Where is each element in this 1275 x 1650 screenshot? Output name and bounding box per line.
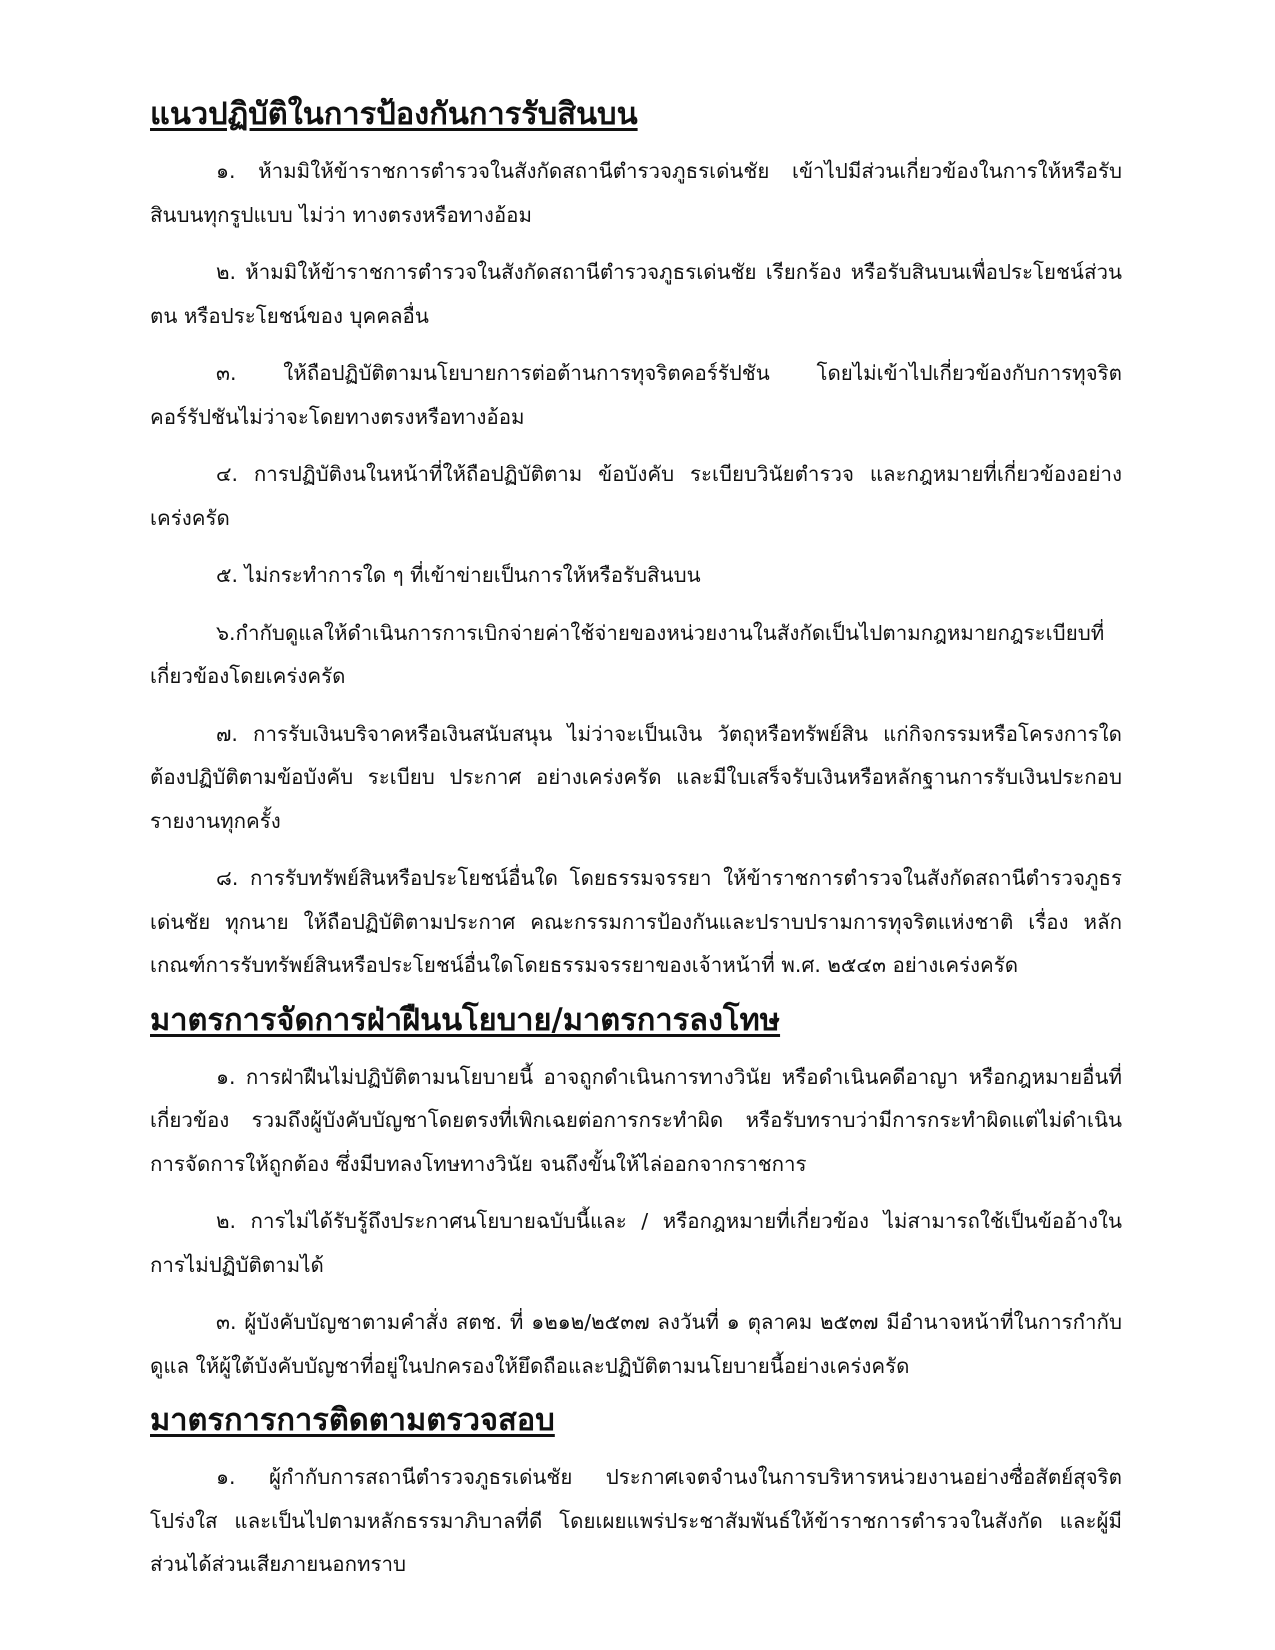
paragraph-item: ๑. ผู้กำกับการสถานีตำรวจภูธรเด่นชัย ประกาศเจตจำนงในการบริหารหน่วยงานอย่างซื่อสัตย์สุจริตโปร่งใส และเป็นไปตามหลักธรรมาภิบาลที่ดี โดยเผยแพร่ประชาสัมพันธ์ให้ข้าราชการตำรวจในสังกัด และผู้มีส่วนได้ส่วนเสียภายนอกทราบ [150,1465,1122,1576]
paragraph-item: ๒. การไม่ได้รับรู้ถึงประกาศนโยบายฉบับนี้และ / หรือกฎหมายที่เกี่ยวข้อง ไม่สามารถใช้เป็นข้ออ้างในการไม่ปฏิบัติตามได้ [150,1209,1122,1277]
paragraph-item: ๘. การรับทรัพย์สินหรือประโยชน์อื่นใด โดยธรรมจรรยา ให้ข้าราชการตำรวจในสังกัดสถานีตำรวจภูธรเด่นชัย ทุกนาย ให้ถือปฏิบัติตามประกาศ คณะกรรมการป้องกันและปราบปรามการทุจริตแห่งชาติ เรื่อง หลักเกณฑ์การรับทรัพย์สินหรือประโยชน์อื่นใดโดยธรรมจรรยาของเจ้าหน้าที่ พ.ศ. ๒๕๔๓ อย่างเคร่งครัด [150,866,1122,977]
paragraph-item: ๗. การรับเงินบริจาคหรือเงินสนับสนุน ไม่ว่าจะเป็นเงิน วัตถุหรือทรัพย์สิน แก่กิจกรรมหรือโครงการใดต้องปฏิบัติตามข้อบังคับ ระเบียบ ประกาศ อย่างเคร่งครัด และมีใบเสร็จรับเงินหรือหลักฐานการรับเงินประกอบรายงานทุกครั้ง [150,721,1122,833]
paragraph-item: ๓. ผู้บังคับบัญชาตามคำสั่ง สตช. ที่ ๑๒๑๒/๒๕๓๗ ลงวันที่ ๑ ตุลาคม ๒๕๓๗ มีอำนาจหน้าที่ในการกำกับ ดูแล ให้ผู้ใต้บังคับบัญชาที่อยู่ในปกครองให้ยึดถือและปฏิบัติตามนโยบายนี้อย่างเคร่งครัด [150,1310,1122,1378]
paragraph-item: ๓. ให้ถือปฏิบัติตามนโยบายการต่อต้านการทุจริตคอร์รัปชัน โดยไม่เข้าไปเกี่ยวข้องกับการทุจริต คอร์รัปชันไม่ว่าจะโดยทางตรงหรือทางอ้อม [150,361,1122,429]
section-heading-bribery-prevention: แนวปฏิบัติในการป้องกันการรับสินบน [150,96,638,132]
paragraph-item: ๒. ห้ามมิให้ข้าราชการตำรวจในสังกัดสถานีตำรวจภูธรเด่นชัย เรียกร้อง หรือรับสินบนเพื่อประโยชน์ส่วนตน หรือประโยชน์ของ บุคคลอื่น [150,260,1122,328]
section-heading-violation-measures: มาตรการจัดการฝ่าฝืนนโยบาย/มาตรการลงโทษ [150,1001,781,1038]
paragraph-item: ๑. การฝ่าฝืนไม่ปฏิบัติตามนโยบายนี้ อาจถูกดำเนินการทางวินัย หรือดำเนินคดีอาญา หรือกฎหมายอื่นที่เกี่ยวข้อง รวมถึงผู้บังคับบัญชาโดยตรงที่เพิกเฉยต่อการกระทำผิด หรือรับทราบว่ามีการกระทำผิดแต่ไม่ดำเนินการจัดการให้ถูกต้อง ซึ่งมีบทลงโทษทางวินัย จนถึงขั้นให้ไล่ออกจากราชการ [150,1064,1122,1176]
paragraph-item: ๔. การปฏิบัติงนในหน้าที่ให้ถือปฏิบัติตาม ข้อบังคับ ระเบียบวินัยตำรวจ และกฎหมายที่เกี่ยวข้องอย่างเคร่งครัด [150,462,1122,530]
paragraph-item: ๖.กำกับดูแลให้ดำเนินการการเบิกจ่ายค่าใช้จ่ายของหน่วยงานในสังกัดเป็นไปตามกฎหมายกฎระเบียบที่เกี่ยวข้องโดยเคร่งครัด [150,620,1105,688]
paragraph-item: ๕. ไม่กระทำการใด ๆ ที่เข้าข่ายเป็นการให้หรือรับสินบน [216,563,701,587]
section-heading-monitoring-measures: มาตรการการติดตามตรวจสอบ [150,1402,555,1438]
paragraph-item: ๑. ห้ามมิให้ข้าราชการตำรวจในสังกัดสถานีตำรวจภูธรเด่นชัย เข้าไปมีส่วนเกี่ยวข้องในการให้หรือรับสินบนทุกรูปแบบ ไม่ว่า ทางตรงหรือทางอ้อม [150,159,1122,227]
